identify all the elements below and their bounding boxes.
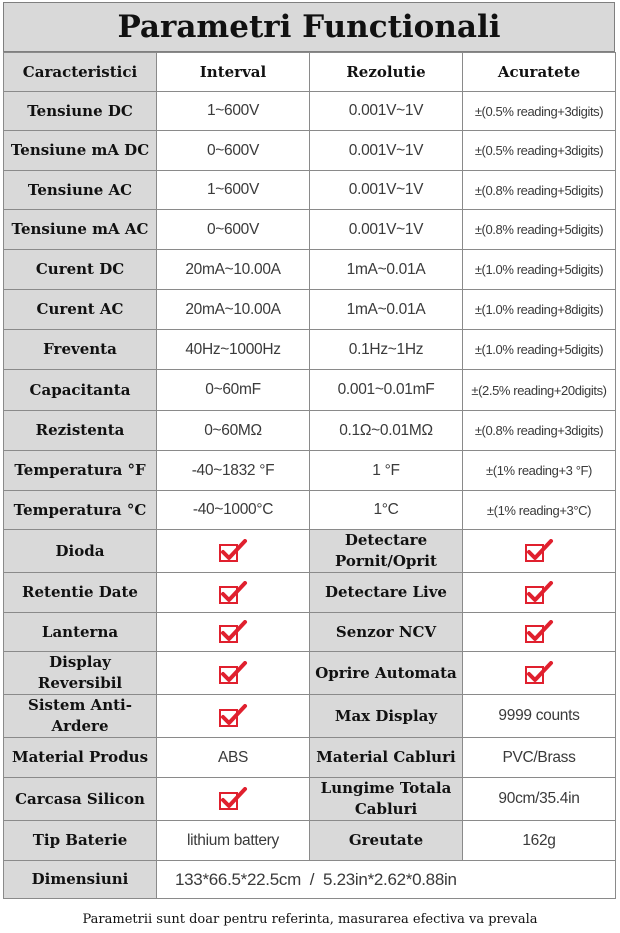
rezolutie-value: 0.001V~1V	[310, 171, 463, 210]
feature-label: Greutate	[310, 821, 463, 861]
row-label: Rezistenta	[4, 411, 157, 451]
feature-label: Senzor NCV	[310, 613, 463, 652]
row-label: Tensiune mA DC	[4, 131, 157, 171]
acuratete-value: ±(0.8% reading+5digits)	[463, 171, 616, 210]
header-caracteristici: Caracteristici	[4, 53, 157, 92]
table-row	[4, 491, 616, 530]
dimensions-value: 133*66.5*22.5cm / 5.23in*2.62*0.88in	[157, 861, 616, 899]
acuratete-value: ±(2.5% reading+20digits)	[463, 370, 616, 411]
feature-value	[463, 530, 616, 573]
feature-label: Tip Baterie	[4, 821, 157, 861]
acuratete-value: ±(1% reading+3 °F)	[463, 451, 616, 491]
rezolutie-value: 0.001V~1V	[310, 210, 463, 250]
row-label: Temperatura °F	[4, 451, 157, 491]
checkmark-icon	[218, 787, 248, 811]
checkmark-icon	[524, 581, 554, 605]
feature-value	[157, 778, 310, 821]
acuratete-value: ±(0.5% reading+3digits)	[463, 92, 616, 131]
feature-row	[4, 652, 616, 695]
rezolutie-value: 0.001V~1V	[310, 92, 463, 131]
rezolutie-value: 0.1Hz~1Hz	[310, 330, 463, 370]
rezolutie-value: 0.001~0.01mF	[310, 370, 463, 411]
feature-label: Display Reversibil	[4, 652, 157, 695]
footer-note: Parametrii sunt doar pentru referinta, masurarea efectiva va prevala	[82, 912, 538, 927]
table-row	[4, 210, 616, 250]
interval-value: 0~600V	[157, 131, 310, 171]
checkmark-icon	[524, 539, 554, 563]
feature-label: Detectare Live	[310, 573, 463, 613]
feature-label: Dioda	[4, 530, 157, 573]
feature-value: lithium battery	[157, 821, 310, 861]
feature-value	[157, 652, 310, 695]
acuratete-value: ±(1% reading+3°C)	[463, 491, 616, 530]
feature-value	[157, 573, 310, 613]
rezolutie-value: 1mA~0.01A	[310, 250, 463, 290]
acuratete-value: ±(0.8% reading+3digits)	[463, 411, 616, 451]
feature-row	[4, 821, 616, 861]
feature-label: Sistem Anti-Ardere	[4, 695, 157, 738]
row-label: Curent AC	[4, 290, 157, 330]
checkmark-icon	[218, 539, 248, 563]
table-row	[4, 451, 616, 491]
rezolutie-value: 1°C	[310, 491, 463, 530]
acuratete-value: ±(1.0% reading+8digits)	[463, 290, 616, 330]
checkmark-icon	[524, 620, 554, 644]
row-label: Capacitanta	[4, 370, 157, 411]
feature-label: Detectare Pornit/Oprit	[310, 530, 463, 573]
feature-value	[157, 530, 310, 573]
feature-row	[4, 613, 616, 652]
interval-value: 0~60mF	[157, 370, 310, 411]
table-row	[4, 370, 616, 411]
checkmark-icon	[218, 620, 248, 644]
table-row	[4, 330, 616, 370]
table-row	[4, 250, 616, 290]
feature-label: Material Produs	[4, 738, 157, 778]
interval-value: 20mA~10.00A	[157, 250, 310, 290]
page-title: Parametri Functionali	[3, 2, 615, 52]
feature-label: Oprire Automata	[310, 652, 463, 695]
interval-value: 0~600V	[157, 210, 310, 250]
acuratete-value: ±(1.0% reading+5digits)	[463, 250, 616, 290]
checkmark-icon	[218, 661, 248, 685]
header-row	[4, 53, 616, 92]
row-label: Tensiune mA AC	[4, 210, 157, 250]
feature-row	[4, 530, 616, 573]
row-label: Temperatura °C	[4, 491, 157, 530]
interval-value: 20mA~10.00A	[157, 290, 310, 330]
table-row	[4, 290, 616, 330]
table-row	[4, 411, 616, 451]
rezolutie-value: 1mA~0.01A	[310, 290, 463, 330]
feature-row	[4, 778, 616, 821]
feature-value: 90cm/35.4in	[463, 778, 616, 821]
feature-row	[4, 695, 616, 738]
feature-row	[4, 573, 616, 613]
row-label: Tensiune DC	[4, 92, 157, 131]
feature-label: Carcasa Silicon	[4, 778, 157, 821]
feature-label: Lanterna	[4, 613, 157, 652]
interval-value: 40Hz~1000Hz	[157, 330, 310, 370]
interval-value: -40~1832 °F	[157, 451, 310, 491]
acuratete-value: ±(1.0% reading+5digits)	[463, 330, 616, 370]
parameters-table	[3, 52, 616, 899]
feature-label: Retentie Date	[4, 573, 157, 613]
feature-value: PVC/Brass	[463, 738, 616, 778]
checkmark-icon	[218, 704, 248, 728]
interval-value: 0~60MΩ	[157, 411, 310, 451]
feature-value	[463, 613, 616, 652]
header-acuratete: Acuratete	[463, 53, 616, 92]
checkmark-icon	[218, 581, 248, 605]
feature-value	[463, 652, 616, 695]
feature-value	[463, 573, 616, 613]
feature-value	[157, 695, 310, 738]
row-label: Curent DC	[4, 250, 157, 290]
header-rezolutie: Rezolutie	[310, 53, 463, 92]
rezolutie-value: 0.001V~1V	[310, 131, 463, 171]
table-row	[4, 92, 616, 131]
feature-label: Material Cabluri	[310, 738, 463, 778]
checkmark-icon	[524, 661, 554, 685]
rezolutie-value: 0.1Ω~0.01MΩ	[310, 411, 463, 451]
dimensions-label: Dimensiuni	[4, 861, 157, 899]
feature-row	[4, 738, 616, 778]
interval-value: -40~1000°C	[157, 491, 310, 530]
feature-value: ABS	[157, 738, 310, 778]
feature-label: Max Display	[310, 695, 463, 738]
feature-label: Lungime Totala Cabluri	[310, 778, 463, 821]
interval-value: 1~600V	[157, 92, 310, 131]
acuratete-value: ±(0.8% reading+5digits)	[463, 210, 616, 250]
interval-value: 1~600V	[157, 171, 310, 210]
feature-value: 162g	[463, 821, 616, 861]
dimensions-row	[4, 861, 616, 899]
row-label: Tensiune AC	[4, 171, 157, 210]
header-interval: Interval	[157, 53, 310, 92]
table-row	[4, 131, 616, 171]
feature-value: 9999 counts	[463, 695, 616, 738]
parameters-sheet	[3, 2, 615, 899]
rezolutie-value: 1 °F	[310, 451, 463, 491]
table-body	[4, 53, 616, 899]
table-row	[4, 171, 616, 210]
acuratete-value: ±(0.5% reading+3digits)	[463, 131, 616, 171]
feature-value	[157, 613, 310, 652]
row-label: Freventa	[4, 330, 157, 370]
